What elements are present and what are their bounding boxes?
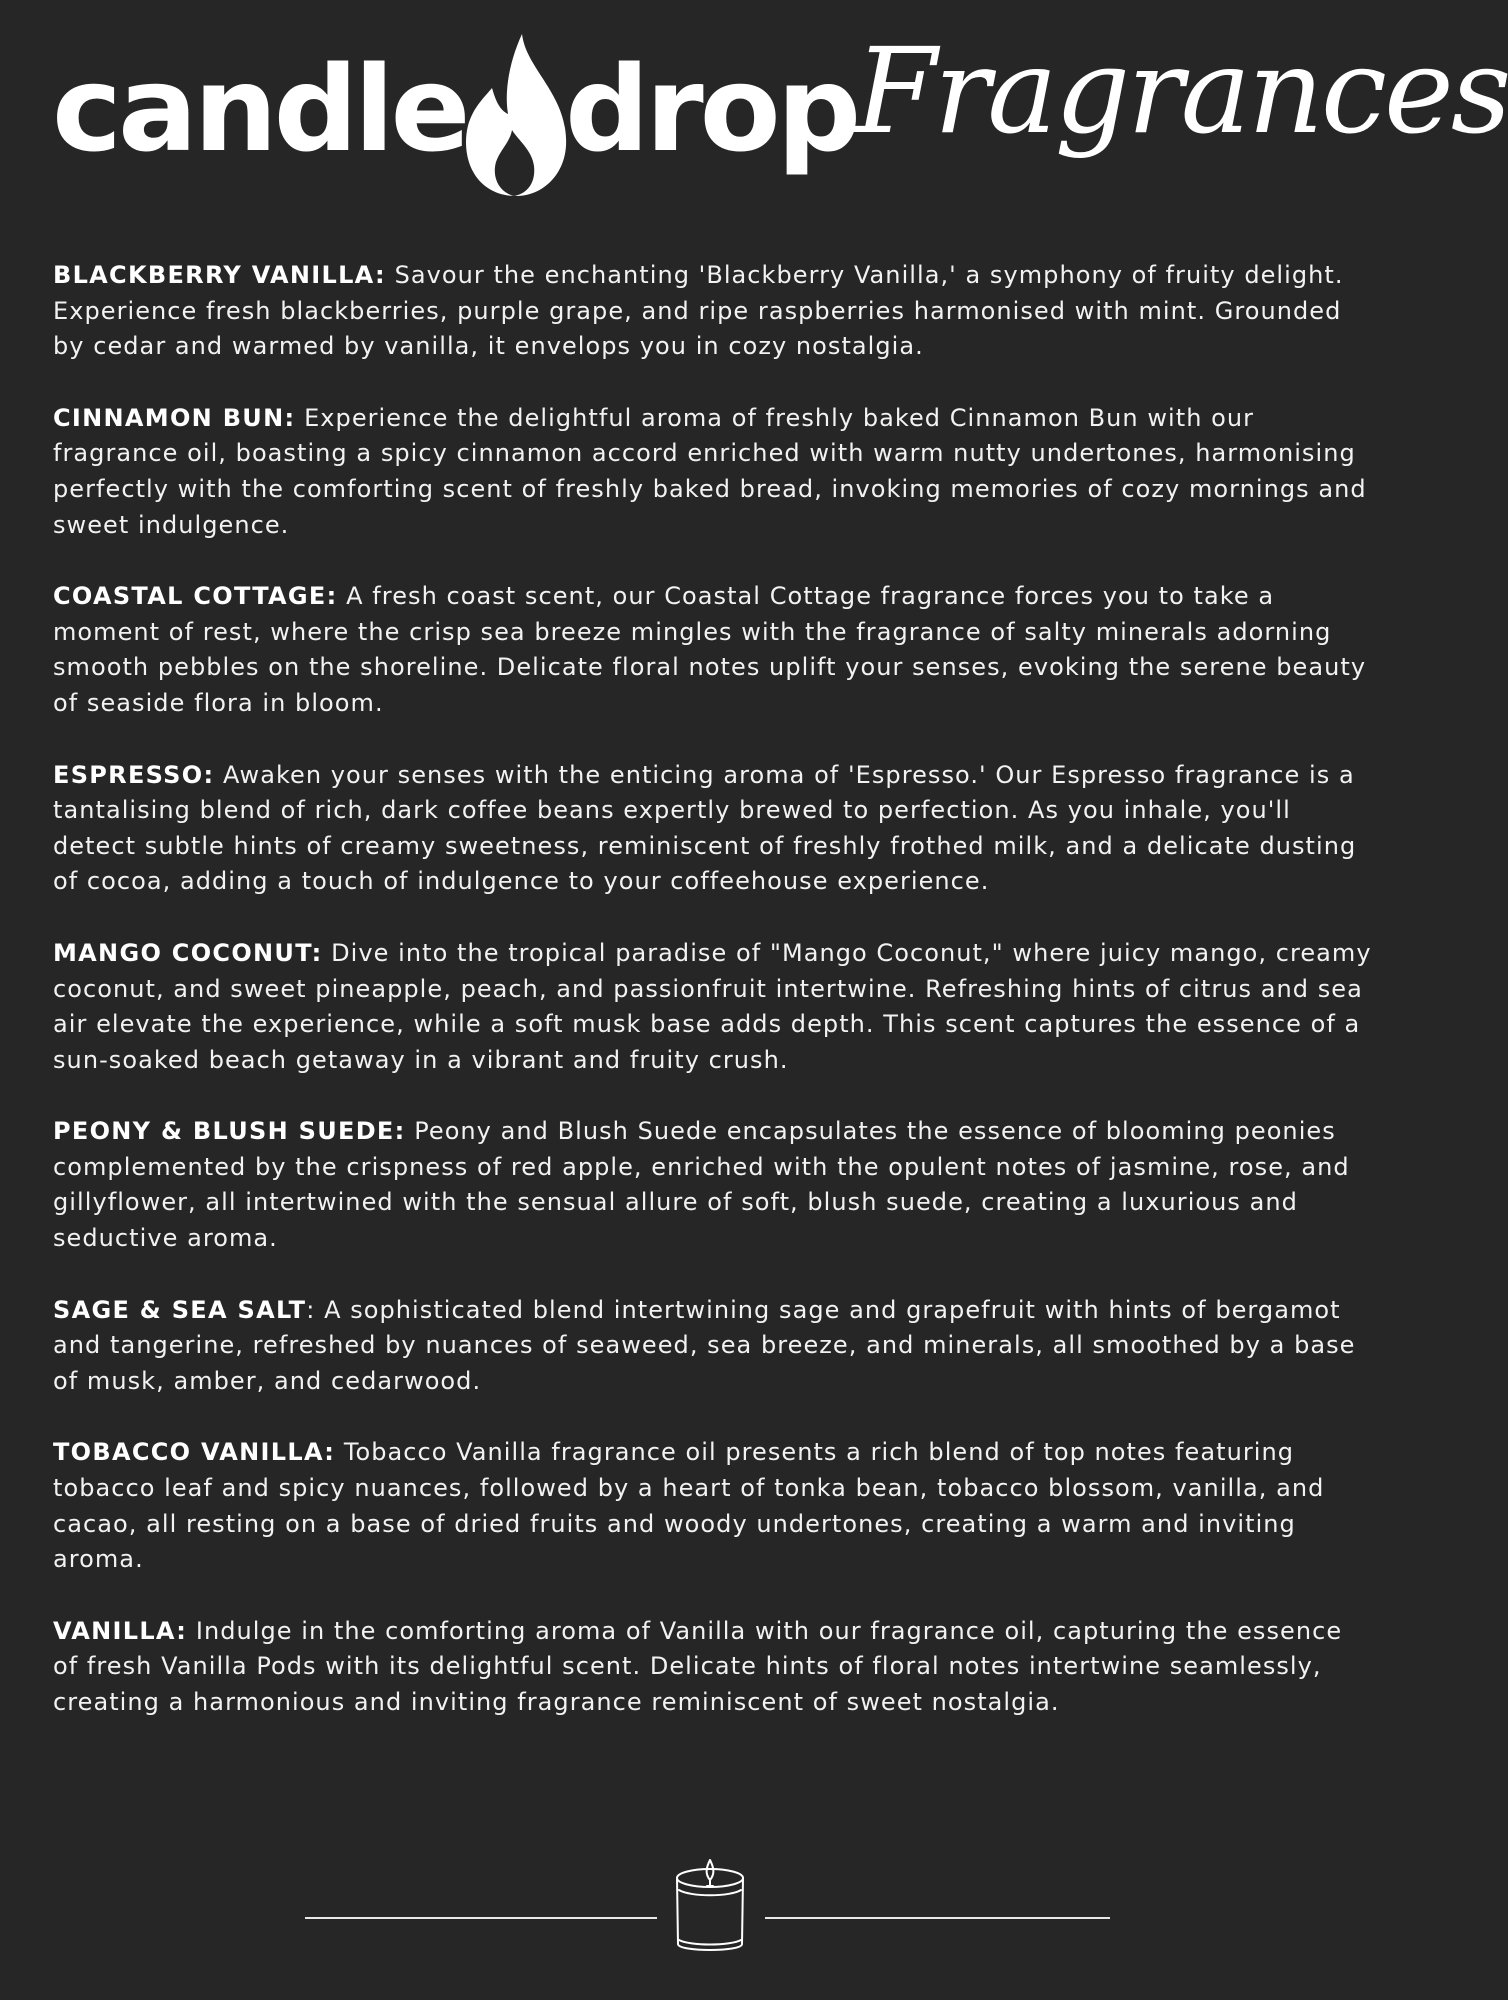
fragrance-name: CINNAMON BUN: [53, 403, 296, 432]
fragrance-entry-blackberry-vanilla [53, 258, 1373, 365]
fragrance-description: : A sophisticated blend intertwining sage and grapefruit with hints of bergamot and tangerine, refreshed by nuances of seaweed, sea breeze, and minerals, all smoothed by a base of musk, amber, and cedarwood. [53, 1295, 1356, 1395]
flame-icon [460, 30, 572, 200]
fragrance-description: A fresh coast scent, our Coastal Cottage fragrance forces you to take a moment of rest, where the crisp sea breeze mingles with the fragrance of salty minerals adorning smooth pebbles on the shoreline. Delicate floral notes uplift your senses, evoking the serene beauty of seaside flora in bloom. [53, 582, 1367, 717]
fragrance-description: Peony and Blush Suede encapsulates the essence of blooming peonies complemented by the crispness of red apple, enriched with the opulent notes of jasmine, rose, and gillyflower, all intertwined with the sensual allure of soft, blush suede, creating a luxurious and seductive aroma. [53, 1117, 1350, 1253]
fragrance-list [53, 258, 1373, 1757]
fragrance-name: MANGO COCONUT: [53, 938, 323, 967]
candle-icon [670, 1856, 750, 1956]
fragrance-entry-tobacco-vanilla [53, 1435, 1373, 1577]
brand-name-drop: drop [565, 40, 858, 178]
footer-divider-left [305, 1917, 657, 1919]
fragrance-entry-espresso [53, 758, 1373, 900]
fragrance-name: COASTAL COTTAGE: [53, 582, 338, 611]
fragrance-name: ESPRESSO: [53, 760, 215, 789]
fragrance-name: VANILLA: [53, 1616, 188, 1645]
fragrance-entry-coastal-cottage [53, 579, 1373, 721]
fragrance-entry-cinnamon-bun [53, 401, 1373, 543]
fragrance-name: SAGE & SEA SALT [53, 1295, 307, 1324]
fragrance-description: Savour the enchanting 'Blackberry Vanilla,' a symphony of fruity delight. Experience fresh blackberries, purple grape, and ripe raspberries harmonised with mint. Grounded by cedar and warmed by vanilla, it envelops you in cozy nostalgia. [53, 261, 1344, 361]
footer-divider-right [765, 1917, 1110, 1919]
fragrance-description: Indulge in the comforting aroma of Vanilla with our fragrance oil, capturing the essence of fresh Vanilla Pods with its delightful scent. Delicate hints of floral notes intertwine seamlessly, creating a harmonious and inviting fragrance reminiscent of sweet nostalgia. [53, 1616, 1343, 1716]
fragrance-description: Tobacco Vanilla fragrance oil presents a rich blend of top notes featuring tobacco leaf and spicy nuances, followed by a heart of tonka bean, tobacco blossom, vanilla, and cacao, all resting on a base of dried fruits and woody undertones, creating a warm and inviting aroma. [53, 1438, 1325, 1574]
fragrance-entry-vanilla [53, 1614, 1373, 1721]
fragrance-description: Dive into the tropical paradise of "Mango Coconut," where juicy mango, creamy coconut, and sweet pineapple, peach, and passionfruit intertwine. Refreshing hints of citrus and sea air elevate the experience, while a soft musk base adds depth. This scent captures the essence of a sun-soaked beach getaway in a vibrant and fruity crush. [53, 938, 1372, 1074]
fragrance-description: Awaken your senses with the enticing aroma of 'Espresso.' Our Espresso fragrance is a tantalising blend of rich, dark coffee beans expertly brewed to perfection. As you inhale, you'll detect subtle hints of creamy sweetness, reminiscent of freshly frothed milk, and a delicate dusting of cocoa, adding a touch of indulgence to your coffeehouse experience. [53, 760, 1357, 896]
fragrance-name: TOBACCO VANILLA: [53, 1438, 336, 1467]
brand-name-candle: candle [52, 40, 467, 178]
brand-subtitle: Fragrances [855, 22, 1508, 160]
fragrance-name: BLACKBERRY VANILLA: [53, 261, 386, 289]
fragrance-entry-sage-sea-salt [53, 1293, 1373, 1400]
brand-header [0, 0, 1508, 250]
fragrance-description: Experience the delightful aroma of freshly baked Cinnamon Bun with our fragrance oil, boasting a spicy cinnamon accord enriched with warm nutty undertones, harmonising perfectly with the comforting scent of freshly baked bread, invoking memories of cozy mornings and sweet indulgence. [53, 403, 1367, 539]
fragrance-entry-peony-blush-suede [53, 1114, 1373, 1256]
fragrance-name: PEONY & BLUSH SUEDE: [53, 1117, 406, 1146]
fragrance-entry-mango-coconut [53, 936, 1373, 1078]
